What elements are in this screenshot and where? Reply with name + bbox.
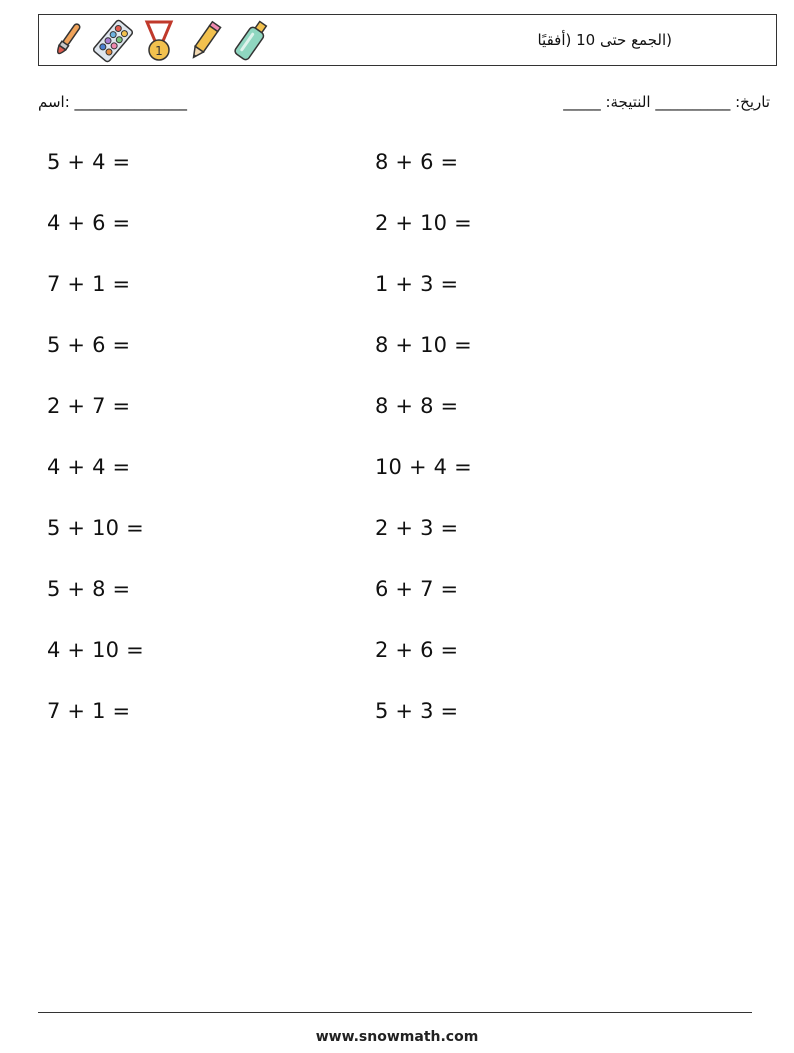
problem-right-10: 5 + 3 = bbox=[375, 699, 459, 723]
problem-left-4: 5 + 6 = bbox=[47, 333, 131, 357]
problem-left-3: 7 + 1 = bbox=[47, 272, 131, 296]
problem-right-9: 2 + 6 = bbox=[375, 638, 459, 662]
problem-left-8: 5 + 8 = bbox=[47, 577, 131, 601]
medal-icon bbox=[139, 19, 179, 63]
problem-right-3: 1 + 3 = bbox=[375, 272, 459, 296]
name-field: اسم: _______________ bbox=[38, 93, 188, 111]
problem-right-7: 2 + 3 = bbox=[375, 516, 459, 540]
paintbrush-icon bbox=[47, 19, 87, 63]
problem-right-6: 10 + 4 = bbox=[375, 455, 472, 479]
problem-left-7: 5 + 10 = bbox=[47, 516, 144, 540]
header-icons bbox=[47, 19, 271, 63]
watercolor-palette-icon bbox=[93, 19, 133, 63]
problem-left-2: 4 + 6 = bbox=[47, 211, 131, 235]
problem-left-10: 7 + 1 = bbox=[47, 699, 131, 723]
problem-left-9: 4 + 10 = bbox=[47, 638, 144, 662]
problem-right-4: 8 + 10 = bbox=[375, 333, 472, 357]
problem-left-6: 4 + 4 = bbox=[47, 455, 131, 479]
highlighter-icon bbox=[231, 19, 271, 63]
footer-url: www.snowmath.com bbox=[315, 1029, 479, 1045]
problem-right-5: 8 + 8 = bbox=[375, 394, 459, 418]
problem-right-8: 6 + 7 = bbox=[375, 577, 459, 601]
svg-text:1: 1 bbox=[155, 44, 163, 58]
worksheet-header bbox=[38, 14, 777, 66]
score-date-field: _____ :تاريخ: __________ النتيجة bbox=[563, 93, 770, 111]
problem-right-1: 8 + 6 = bbox=[375, 150, 459, 174]
problem-left-1: 5 + 4 = bbox=[47, 150, 131, 174]
footer-divider bbox=[38, 1012, 752, 1013]
pencil-icon bbox=[185, 19, 225, 63]
worksheet-title: (الجمع حتى 10 (أفقيًا bbox=[537, 31, 672, 49]
problem-right-2: 2 + 10 = bbox=[375, 211, 472, 235]
problem-left-5: 2 + 7 = bbox=[47, 394, 131, 418]
